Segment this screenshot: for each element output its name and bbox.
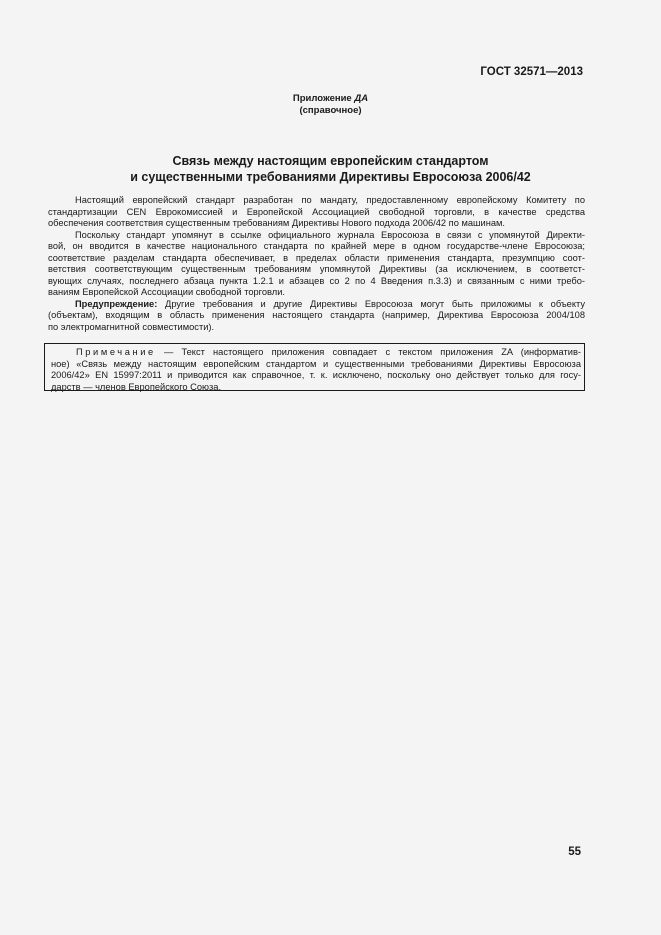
text-line: стандартизации CEN Еврокомиссией и Европейской Ассоциацией свободной торговли, в качестве средства: [48, 206, 585, 217]
paragraph-2: [48, 230, 585, 299]
page-title: [0, 153, 661, 185]
note-box: [44, 343, 585, 391]
text-line: [48, 299, 585, 311]
note-line: [51, 347, 581, 359]
text-line: Поскольку стандарт упомянут в ссылке официального журнала Евросоюза в связи с упомянутой Директи-: [75, 229, 585, 240]
body-text: [48, 195, 585, 333]
text-line: ветствия соответствующим существенным требованиям упомянутой Директивы (за исключением, в соответст-: [48, 264, 585, 274]
title-line-1: Связь между настоящим европейским стандартом: [172, 154, 489, 168]
paragraph-1: [48, 195, 585, 230]
text-line: вой, он вводится в качестве национального стандарта по крайней мере в одном государстве-члене Евросоюза;: [48, 241, 585, 251]
annex-type: (справочное): [299, 105, 362, 116]
warning-text: Другие требования и другие Директивы Евросоюза могут быть приложимы к объекту: [157, 298, 585, 309]
annex-heading: [0, 93, 661, 117]
annex-label: [0, 93, 661, 105]
text-line: соответствие разделам стандарта обеспечивает, в пределах области применения стандарта, презумпцию соот-: [48, 252, 585, 263]
title-line-2: и существенными требованиями Директивы Евросоюза 2006/42: [130, 170, 531, 184]
annex-label-prefix: Приложение: [292, 93, 355, 104]
warning-label: Предупреждение:: [75, 298, 158, 309]
page-number: 55: [568, 846, 581, 858]
note-line: дарств — членов Европейского Союза.: [51, 381, 222, 392]
text-line: ваниям Европейской Ассоциации свободной торговли.: [48, 287, 285, 297]
text-line: обеспечения соответствия существенным требованиям Директивы Нового подхода 2006/42 по машинам.: [48, 218, 505, 228]
text-line: вующих случаях, последнего абзаца пункта 1.2.1 и абзацев со 2 по 4 Введения п.3.3) и связанным с ними требо-: [48, 275, 585, 286]
text-line: Настоящий европейский стандарт разработан по мандату, предоставленному европейскому Комитету по: [75, 195, 585, 205]
paragraph-3: [48, 299, 585, 334]
annex-id: ДА: [354, 93, 369, 104]
note-text: — Текст настоящего приложения совпадает с текстом приложения ZA (информатив-: [155, 347, 581, 357]
note-label: Примечание: [76, 347, 156, 357]
text-line: по электромагнитной совместимости).: [48, 321, 215, 332]
note-line: ное) «Связь между настоящим европейским стандартом и существенными требованиями Директивы Евросоюза: [51, 358, 581, 369]
text-line: (объектам), входящим в область применения настоящего стандарта (например, Директива Евросоюза 2004/108: [48, 310, 585, 320]
note-line: 2006/42» EN 15997:2011 и приводится как справочное, т. к. исключено, поскольку оно действует только для госу-: [51, 370, 581, 380]
standard-number: ГОСТ 32571—2013: [480, 66, 583, 78]
